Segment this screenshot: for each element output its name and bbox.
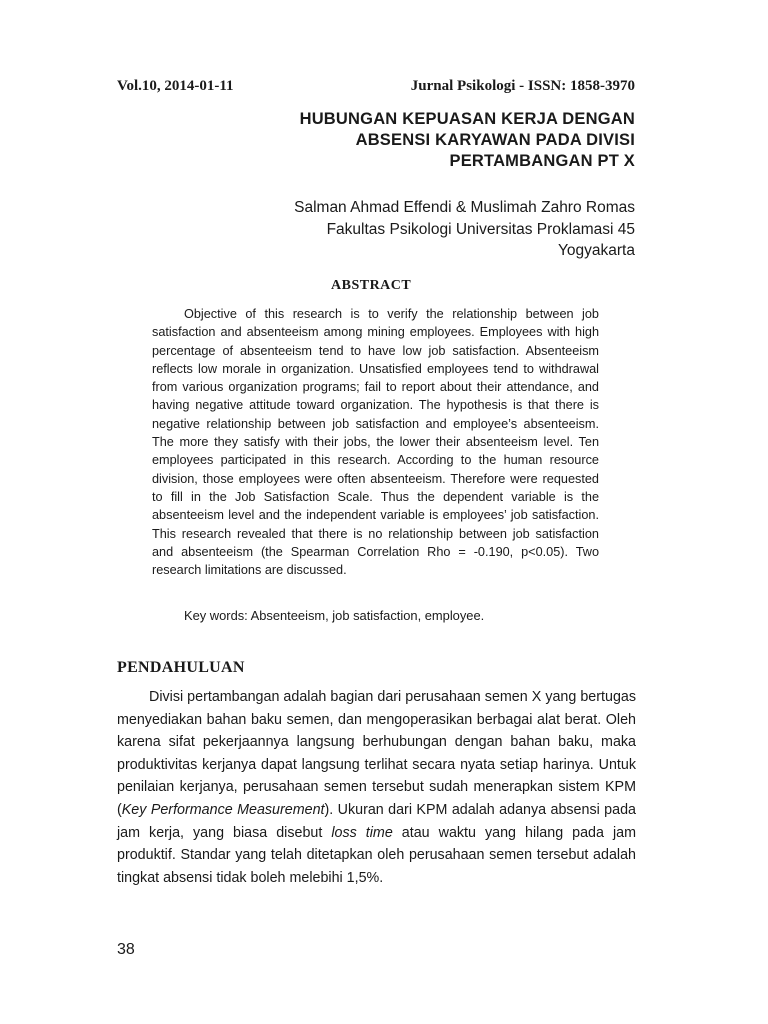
intro-text-1: Divisi pertambangan adalah bagian dari perusahaan semen X yang bertugas menyediakan bahan baku semen, dan mengoperasikan berbagai alat berat. Oleh karena sifat pekerjaannya langsung berhubungan dengan bahan baku, maka produktivitas kerjanya dapat langsung terlihat secara nyata setiap harinya. Untuk penilaian kerjanya, perusahaan semen tersebut sudah menerapkan sistem KPM ( bbox=[117, 689, 636, 818]
volume-date: Vol.10, 2014-01-11 bbox=[117, 78, 234, 94]
title-line: PERTAMBANGAN PT X bbox=[449, 152, 635, 170]
author-block bbox=[175, 197, 635, 262]
section-heading-pendahuluan: PENDAHULUAN bbox=[117, 659, 245, 676]
intro-term-kpm: Key Performance Measurement bbox=[121, 801, 325, 818]
paper-title bbox=[215, 109, 635, 172]
running-header bbox=[117, 78, 635, 98]
introduction-paragraph bbox=[117, 686, 636, 889]
author-affiliation: Fakultas Psikologi Universitas Proklamasi 45 bbox=[326, 220, 635, 238]
journal-issn: Jurnal Psikologi - ISSN: 1858-3970 bbox=[410, 78, 635, 94]
intro-text-3: atau waktu yang hilang pada jam produktif. Standar yang telah ditetapkan oleh perusahaan semen tersebut adalah tingkat absensi tidak boleh melebihi 1,5%. bbox=[117, 824, 637, 886]
author-names: Salman Ahmad Effendi & Muslimah Zahro Romas bbox=[294, 199, 635, 216]
author-city: Yogyakarta bbox=[558, 242, 635, 259]
page-number: 38 bbox=[117, 941, 135, 958]
title-line: HUBUNGAN KEPUASAN KERJA DENGAN bbox=[299, 110, 635, 128]
title-line: ABSENSI KARYAWAN PADA DIVISI bbox=[355, 131, 635, 149]
keywords: Key words: Absenteeism, job satisfaction, employee. bbox=[184, 608, 485, 623]
abstract-text: Objective of this research is to verify the relationship between job satisfaction and absenteeism among mining employees. Employees with high percentage of absenteeism tend to have low job satisfaction. Absenteeism reflects low morale in organization. Unsatisfied employees tend to withdrawal from various organization programs; fail to report about their attendance, and having negative attitude toward organization. The hypothesis is that there is negative relationship between job satisfaction and employee’s absenteeism. The more they satisfy with their jobs, the lower their absenteeism level. Ten employees participated in this research. According to the human resource division, those employees were often absenteeism. Therefore were requested to fill in the Job Satisfaction Scale. Thus the dependent variable is the absenteeism level and the independent variable is employees’ job satisfaction. This research revealed that there is no relationship between job satisfaction and absenteeism (the Spearman Correlation Rho = -0.190, p<0.05). Two research limitations are discussed. bbox=[152, 307, 599, 578]
intro-term-loss-time: loss time bbox=[331, 824, 393, 841]
intro-text-2: ). Ukuran dari KPM adalah adanya absensi pada jam kerja, yang biasa disebut bbox=[117, 801, 636, 841]
abstract-heading: ABSTRACT bbox=[331, 278, 412, 293]
